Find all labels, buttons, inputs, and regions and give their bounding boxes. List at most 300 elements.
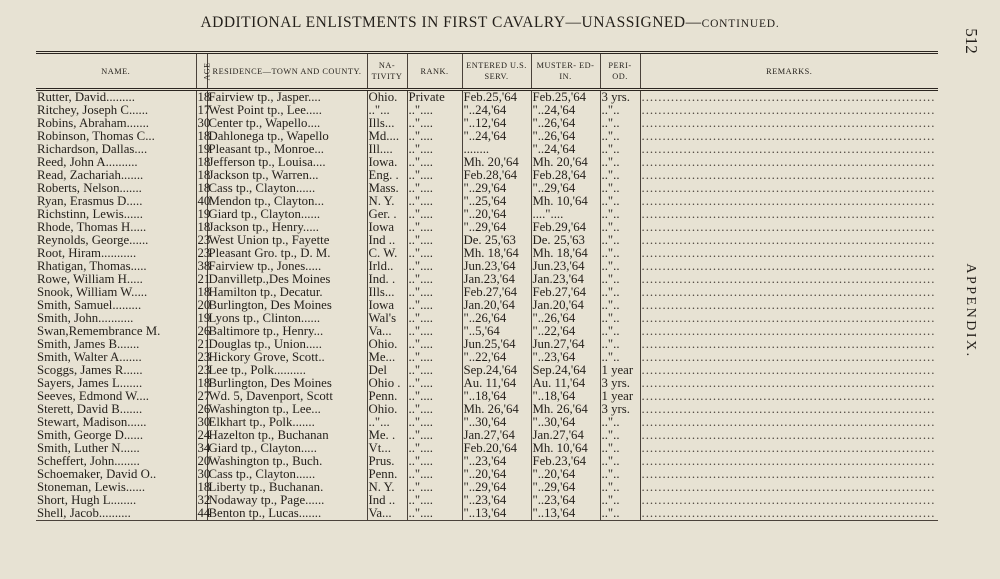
cell-period: ..".. bbox=[600, 351, 640, 364]
cell-residence: Benton tp., Lucas....... bbox=[207, 507, 367, 521]
cell-age: 23 bbox=[197, 233, 211, 247]
cell-age: 18 bbox=[197, 168, 211, 182]
cell-age: 44 bbox=[197, 506, 211, 520]
table-row bbox=[36, 507, 938, 521]
cell-age: 40 bbox=[197, 194, 211, 208]
cell-entered: "..23,'64 bbox=[462, 494, 531, 507]
cell-rank: ..".... bbox=[407, 403, 462, 416]
cell-entered: Feb.25,'64 bbox=[462, 90, 531, 105]
cell-name: Ritchey, Joseph C...... bbox=[37, 103, 149, 117]
enlistment-table-wrap bbox=[36, 51, 940, 575]
cell-period: ..".. bbox=[600, 325, 640, 338]
cell-mustered: "..26,'64 bbox=[531, 130, 600, 143]
cell-age: 19 bbox=[197, 142, 211, 156]
cell-remarks: ...................................................................... bbox=[640, 403, 938, 416]
cell-age: 20 bbox=[197, 298, 211, 312]
cell-residence: Jackson tp., Warren... bbox=[207, 169, 367, 182]
cell-remarks: ...................................................................... bbox=[640, 468, 938, 481]
cell-remarks: ...................................................................... bbox=[640, 260, 938, 273]
cell-nativity: Ills... bbox=[367, 117, 407, 130]
cell-remarks: ...................................................................... bbox=[640, 338, 938, 351]
cell-rank: ..".... bbox=[407, 507, 462, 521]
cell-period: ..".. bbox=[600, 494, 640, 507]
cell-name: Seeves, Edmond W.... bbox=[37, 389, 149, 403]
cell-entered: De. 25,'63 bbox=[462, 234, 531, 247]
cell-entered: "..12,'64 bbox=[462, 117, 531, 130]
cell-mustered: Mh. 10,'64 bbox=[531, 195, 600, 208]
cell-residence: Mendon tp., Clayton... bbox=[207, 195, 367, 208]
cell-nativity: Ind .. bbox=[367, 234, 407, 247]
cell-nativity: Eng. . bbox=[367, 169, 407, 182]
cell-period: ..".. bbox=[600, 260, 640, 273]
cell-nativity: Ills... bbox=[367, 286, 407, 299]
cell-period: 1 year bbox=[600, 390, 640, 403]
cell-nativity: Ill.... bbox=[367, 143, 407, 156]
cell-residence: Wd. 5, Davenport, Scott bbox=[207, 390, 367, 403]
cell-period: ..".. bbox=[600, 247, 640, 260]
cell-name: Sayers, James L....... bbox=[37, 376, 143, 390]
cell-remarks: ...................................................................... bbox=[640, 325, 938, 338]
cell-rank: ..".... bbox=[407, 247, 462, 260]
cell-name: Sterett, David B....... bbox=[37, 402, 143, 416]
cell-nativity: Ind. . bbox=[367, 273, 407, 286]
cell-name: Read, Zachariah....... bbox=[37, 168, 144, 182]
cell-entered: Jan.23,'64 bbox=[462, 273, 531, 286]
cell-nativity: .."... bbox=[367, 416, 407, 429]
cell-rank: ..".... bbox=[407, 130, 462, 143]
cell-remarks: ...................................................................... bbox=[640, 507, 938, 521]
cell-remarks: ...................................................................... bbox=[640, 377, 938, 390]
cell-name: Smith, James B....... bbox=[37, 337, 140, 351]
table-body bbox=[36, 90, 938, 521]
cell-nativity: Ohio. bbox=[367, 338, 407, 351]
cell-period: ..".. bbox=[600, 338, 640, 351]
cell-residence: Burlington, Des Moines bbox=[207, 377, 367, 390]
cell-mustered: Mh. 10,'64 bbox=[531, 442, 600, 455]
cell-mustered: Au. 11,'64 bbox=[531, 377, 600, 390]
cell-rank: ..".... bbox=[407, 468, 462, 481]
cell-period: ..".. bbox=[600, 156, 640, 169]
cell-rank: ..".... bbox=[407, 104, 462, 117]
cell-residence: Jackson tp., Henry..... bbox=[207, 221, 367, 234]
cell-age: 21 bbox=[197, 337, 211, 351]
cell-nativity: .."... bbox=[367, 104, 407, 117]
cell-residence: West Union tp., Fayette bbox=[207, 234, 367, 247]
table-row bbox=[36, 90, 938, 105]
cell-age: 27 bbox=[197, 389, 211, 403]
cell-period: ..".. bbox=[600, 143, 640, 156]
side-label-appendix: APPENDIX. bbox=[963, 263, 978, 359]
cell-entered: Jan.27,'64 bbox=[462, 429, 531, 442]
cell-age: 34 bbox=[197, 441, 211, 455]
cell-nativity: Va... bbox=[367, 507, 407, 521]
cell-rank: ..".... bbox=[407, 221, 462, 234]
cell-nativity: Me... bbox=[367, 351, 407, 364]
cell-nativity: Iowa bbox=[367, 221, 407, 234]
cell-period: 1 year bbox=[600, 364, 640, 377]
cell-rank: ..".... bbox=[407, 169, 462, 182]
cell-age: 38 bbox=[197, 259, 211, 273]
cell-name: Rowe, William H..... bbox=[37, 272, 143, 286]
cell-entered: Mh. 26,'64 bbox=[462, 403, 531, 416]
cell-residence: Lyons tp., Clinton...... bbox=[207, 312, 367, 325]
cell-mustered: Feb.28,'64 bbox=[531, 169, 600, 182]
cell-rank: ..".... bbox=[407, 299, 462, 312]
cell-period: ..".. bbox=[600, 234, 640, 247]
cell-residence: Baltimore tp., Henry... bbox=[207, 325, 367, 338]
col-header-residence: RESIDENCE—TOWN AND COUNTY. bbox=[207, 53, 367, 90]
cell-nativity: Iowa. bbox=[367, 156, 407, 169]
cell-entered: "..20,'64 bbox=[462, 208, 531, 221]
cell-entered: Feb.20,'64 bbox=[462, 442, 531, 455]
cell-residence: Pleasant tp., Monroe... bbox=[207, 143, 367, 156]
cell-age: 23 bbox=[197, 246, 211, 260]
cell-name: Snook, William W..... bbox=[37, 285, 148, 299]
cell-age: 17 bbox=[197, 103, 211, 117]
cell-age: 30 bbox=[197, 116, 211, 130]
cell-remarks: ...................................................................... bbox=[640, 143, 938, 156]
cell-mustered: "..26,'64 bbox=[531, 312, 600, 325]
cell-age: 24 bbox=[197, 428, 211, 442]
cell-remarks: ...................................................................... bbox=[640, 455, 938, 468]
cell-mustered: "..22,'64 bbox=[531, 325, 600, 338]
cell-name: Robinson, Thomas C... bbox=[37, 129, 155, 143]
cell-mustered: "..29,'64 bbox=[531, 182, 600, 195]
cell-nativity: Mass. bbox=[367, 182, 407, 195]
cell-period: ..".. bbox=[600, 117, 640, 130]
cell-period: ..".. bbox=[600, 299, 640, 312]
cell-mustered: "..23,'64 bbox=[531, 494, 600, 507]
cell-remarks: ...................................................................... bbox=[640, 299, 938, 312]
cell-entered: "..5,'64 bbox=[462, 325, 531, 338]
cell-entered: "..24,'64 bbox=[462, 104, 531, 117]
cell-mustered: Feb.23,'64 bbox=[531, 455, 600, 468]
cell-remarks: ...................................................................... bbox=[640, 390, 938, 403]
cell-nativity: N. Y. bbox=[367, 481, 407, 494]
cell-entered: Jan.20,'64 bbox=[462, 299, 531, 312]
cell-entered: "..24,'64 bbox=[462, 130, 531, 143]
col-header-age-label: AGE bbox=[201, 62, 211, 80]
cell-mustered: "..23,'64 bbox=[531, 351, 600, 364]
cell-age: 23 bbox=[197, 350, 211, 364]
cell-remarks: ...................................................................... bbox=[640, 90, 938, 105]
cell-period: ..".. bbox=[600, 286, 640, 299]
enlistment-table bbox=[36, 51, 938, 521]
cell-mustered: De. 25,'63 bbox=[531, 234, 600, 247]
cell-name: Rhatigan, Thomas..... bbox=[37, 259, 147, 273]
col-header-rank: RANK. bbox=[407, 53, 462, 90]
cell-nativity: Vt... bbox=[367, 442, 407, 455]
cell-age: 18 bbox=[197, 285, 211, 299]
cell-nativity: Del bbox=[367, 364, 407, 377]
col-header-entered: ENTERED U.S. SERV. bbox=[462, 53, 531, 90]
cell-period: 3 yrs. bbox=[600, 403, 640, 416]
cell-entered: ........ bbox=[462, 143, 531, 156]
cell-entered: "..26,'64 bbox=[462, 312, 531, 325]
cell-nativity: Penn. bbox=[367, 390, 407, 403]
cell-rank: ..".... bbox=[407, 364, 462, 377]
cell-residence: Washington tp., Lee... bbox=[207, 403, 367, 416]
cell-remarks: ...................................................................... bbox=[640, 182, 938, 195]
cell-rank: ..".... bbox=[407, 260, 462, 273]
cell-residence: Dahlonega tp., Wapello bbox=[207, 130, 367, 143]
cell-nativity: C. W. bbox=[367, 247, 407, 260]
cell-entered: Jun.25,'64 bbox=[462, 338, 531, 351]
cell-period: ..".. bbox=[600, 130, 640, 143]
cell-period: ..".. bbox=[600, 429, 640, 442]
cell-mustered: Jan.27,'64 bbox=[531, 429, 600, 442]
cell-entered: "..30,'64 bbox=[462, 416, 531, 429]
header-title: ADDITIONAL ENLISTMENTS IN FIRST CAVALRY—UNASSIGNED— bbox=[200, 14, 702, 31]
cell-residence: Giard tp., Clayton..... bbox=[207, 442, 367, 455]
col-header-age bbox=[196, 53, 211, 90]
cell-nativity: Irld.. bbox=[367, 260, 407, 273]
cell-period: ..".. bbox=[600, 416, 640, 429]
cell-rank: ..".... bbox=[407, 390, 462, 403]
col-header-remarks: REMARKS. bbox=[640, 53, 938, 90]
cell-residence: Lee tp., Polk.......... bbox=[207, 364, 367, 377]
cell-rank: ..".... bbox=[407, 377, 462, 390]
cell-entered: "..20,'64 bbox=[462, 468, 531, 481]
cell-mustered: Mh. 20,'64 bbox=[531, 156, 600, 169]
cell-mustered: "..20,'64 bbox=[531, 468, 600, 481]
cell-rank: ..".... bbox=[407, 182, 462, 195]
cell-entered: Sep.24,'64 bbox=[462, 364, 531, 377]
col-header-name: NAME. bbox=[36, 53, 196, 90]
cell-entered: Jun.23,'64 bbox=[462, 260, 531, 273]
cell-rank: ..".... bbox=[407, 143, 462, 156]
cell-name: Rhode, Thomas H..... bbox=[37, 220, 147, 234]
cell-remarks: ...................................................................... bbox=[640, 169, 938, 182]
cell-period: ..".. bbox=[600, 468, 640, 481]
cell-period: ..".. bbox=[600, 195, 640, 208]
cell-mustered: "..24,'64 bbox=[531, 104, 600, 117]
cell-name: Smith, John........... bbox=[37, 311, 134, 325]
cell-period: ..".. bbox=[600, 455, 640, 468]
cell-rank: ..".... bbox=[407, 208, 462, 221]
cell-period: ..".. bbox=[600, 507, 640, 521]
cell-rank: ..".... bbox=[407, 429, 462, 442]
cell-nativity: Ohio. bbox=[367, 90, 407, 105]
cell-period: ..".. bbox=[600, 481, 640, 494]
cell-mustered: "..13,'64 bbox=[531, 507, 600, 521]
cell-mustered: Feb.27,'64 bbox=[531, 286, 600, 299]
cell-residence: Giard tp., Clayton...... bbox=[207, 208, 367, 221]
cell-remarks: ...................................................................... bbox=[640, 312, 938, 325]
cell-age: 18 bbox=[197, 129, 211, 143]
cell-age: 21 bbox=[197, 272, 211, 286]
cell-age: 18 bbox=[197, 90, 211, 104]
col-header-nativity: NA- TIVITY bbox=[367, 53, 407, 90]
cell-nativity: Ger. . bbox=[367, 208, 407, 221]
cell-entered: "..13,'64 bbox=[462, 507, 531, 521]
cell-nativity: Ind .. bbox=[367, 494, 407, 507]
cell-age: 18 bbox=[197, 155, 211, 169]
cell-residence: Hickory Grove, Scott.. bbox=[207, 351, 367, 364]
cell-nativity: Wal's bbox=[367, 312, 407, 325]
cell-name: Stoneman, Lewis...... bbox=[37, 480, 146, 494]
cell-entered: "..29,'64 bbox=[462, 481, 531, 494]
cell-name: Richstinn, Lewis...... bbox=[37, 207, 143, 221]
cell-nativity: Iowa bbox=[367, 299, 407, 312]
cell-name: Schoemaker, David O.. bbox=[37, 467, 157, 481]
cell-remarks: ...................................................................... bbox=[640, 442, 938, 455]
cell-remarks: ...................................................................... bbox=[640, 221, 938, 234]
cell-remarks: ...................................................................... bbox=[640, 273, 938, 286]
cell-name: Richardson, Dallas.... bbox=[37, 142, 148, 156]
header-continued: CONTINUED. bbox=[701, 18, 780, 30]
cell-remarks: ...................................................................... bbox=[640, 156, 938, 169]
cell-name: Smith, Walter A....... bbox=[37, 350, 142, 364]
cell-nativity: Me. . bbox=[367, 429, 407, 442]
cell-mustered: "..18,'64 bbox=[531, 390, 600, 403]
col-header-mustered: MUSTER- ED-IN. bbox=[531, 53, 600, 90]
cell-age: 30 bbox=[197, 467, 211, 481]
cell-remarks: ...................................................................... bbox=[640, 351, 938, 364]
cell-mustered: "..24,'64 bbox=[531, 143, 600, 156]
cell-remarks: ...................................................................... bbox=[640, 494, 938, 507]
cell-rank: ..".... bbox=[407, 156, 462, 169]
cell-rank: ..".... bbox=[407, 312, 462, 325]
cell-rank: ..".... bbox=[407, 195, 462, 208]
cell-nativity: Prus. bbox=[367, 455, 407, 468]
cell-remarks: ...................................................................... bbox=[640, 117, 938, 130]
cell-name: Root, Hiram........... bbox=[37, 246, 137, 260]
cell-name: Scheffert, John........ bbox=[37, 454, 140, 468]
cell-residence: Cass tp., Clayton...... bbox=[207, 182, 367, 195]
cell-name: Scoggs, James R...... bbox=[37, 363, 143, 377]
cell-residence: Hamilton tp., Decatur. bbox=[207, 286, 367, 299]
cell-residence: West Point tp., Lee..... bbox=[207, 104, 367, 117]
cell-period: ..".. bbox=[600, 221, 640, 234]
cell-remarks: ...................................................................... bbox=[640, 286, 938, 299]
cell-age: 20 bbox=[197, 454, 211, 468]
cell-residence: Elkhart tp., Polk....... bbox=[207, 416, 367, 429]
cell-name: Reed, John A.......... bbox=[37, 155, 138, 169]
cell-entered: "..22,'64 bbox=[462, 351, 531, 364]
cell-name: Reynolds, George...... bbox=[37, 233, 149, 247]
cell-mustered: Mh. 18,'64 bbox=[531, 247, 600, 260]
cell-residence: Hazelton tp., Buchanan bbox=[207, 429, 367, 442]
cell-period: ..".. bbox=[600, 273, 640, 286]
cell-rank: ..".... bbox=[407, 481, 462, 494]
cell-nativity: Ohio. bbox=[367, 403, 407, 416]
cell-mustered: Mh. 26,'64 bbox=[531, 403, 600, 416]
cell-residence: Nodaway tp., Page...... bbox=[207, 494, 367, 507]
cell-remarks: ...................................................................... bbox=[640, 104, 938, 117]
cell-remarks: ...................................................................... bbox=[640, 364, 938, 377]
cell-residence: Fairview tp., Jasper.... bbox=[207, 90, 367, 105]
cell-entered: "..29,'64 bbox=[462, 182, 531, 195]
cell-mustered: Jan.20,'64 bbox=[531, 299, 600, 312]
cell-period: ..".. bbox=[600, 442, 640, 455]
cell-age: 18 bbox=[197, 376, 211, 390]
cell-age: 19 bbox=[197, 207, 211, 221]
cell-period: ..".. bbox=[600, 169, 640, 182]
cell-rank: ..".... bbox=[407, 117, 462, 130]
cell-rank: ..".... bbox=[407, 416, 462, 429]
cell-rank: ..".... bbox=[407, 273, 462, 286]
page-header bbox=[170, 14, 810, 40]
cell-residence: Douglas tp., Union..... bbox=[207, 338, 367, 351]
cell-name: Smith, George D...... bbox=[37, 428, 144, 442]
cell-residence: Danvilletp.,Des Moines bbox=[207, 273, 367, 286]
cell-entered: Au. 11,'64 bbox=[462, 377, 531, 390]
cell-remarks: ...................................................................... bbox=[640, 481, 938, 494]
cell-mustered: Sep.24,'64 bbox=[531, 364, 600, 377]
cell-remarks: ...................................................................... bbox=[640, 247, 938, 260]
cell-mustered: ....".... bbox=[531, 208, 600, 221]
cell-name: Stewart, Madison...... bbox=[37, 415, 147, 429]
table-header-row bbox=[36, 53, 938, 90]
cell-nativity: N. Y. bbox=[367, 195, 407, 208]
cell-name: Shell, Jacob.......... bbox=[36, 507, 196, 521]
cell-period: ..".. bbox=[600, 182, 640, 195]
cell-entered: "..18,'64 bbox=[462, 390, 531, 403]
cell-age: 18 bbox=[197, 181, 211, 195]
cell-rank: ..".... bbox=[407, 455, 462, 468]
cell-entered: "..23,'64 bbox=[462, 455, 531, 468]
cell-mustered: "..30,'64 bbox=[531, 416, 600, 429]
cell-entered: Feb.28,'64 bbox=[462, 169, 531, 182]
cell-rank: Private bbox=[407, 90, 462, 105]
cell-remarks: ...................................................................... bbox=[640, 195, 938, 208]
cell-mustered: Feb.25,'64 bbox=[531, 90, 600, 105]
cell-rank: ..".... bbox=[407, 494, 462, 507]
cell-remarks: ...................................................................... bbox=[640, 130, 938, 143]
cell-rank: ..".... bbox=[407, 234, 462, 247]
cell-age: 32 bbox=[197, 493, 211, 507]
cell-age: 26 bbox=[197, 402, 211, 416]
cell-mustered: Jan.23,'64 bbox=[531, 273, 600, 286]
cell-rank: ..".... bbox=[407, 442, 462, 455]
cell-rank: ..".... bbox=[407, 286, 462, 299]
cell-period: 3 yrs. bbox=[600, 377, 640, 390]
cell-residence: Washington tp., Buch. bbox=[207, 455, 367, 468]
cell-age: 18 bbox=[197, 220, 211, 234]
cell-name: Short, Hugh L........ bbox=[37, 493, 137, 507]
cell-name: Swan,Remembrance M. bbox=[37, 324, 161, 338]
cell-name: Roberts, Nelson....... bbox=[37, 181, 142, 195]
cell-name: Smith, Luther N...... bbox=[37, 441, 140, 455]
cell-entered: "..29,'64 bbox=[462, 221, 531, 234]
cell-remarks: ...................................................................... bbox=[640, 429, 938, 442]
cell-period: ..".. bbox=[600, 104, 640, 117]
page-number: 512 bbox=[962, 28, 981, 54]
cell-nativity: Penn. bbox=[367, 468, 407, 481]
cell-age: 18 bbox=[197, 480, 211, 494]
cell-nativity: Va... bbox=[367, 325, 407, 338]
cell-rank: ..".... bbox=[407, 338, 462, 351]
cell-age: 30 bbox=[197, 415, 211, 429]
cell-mustered: Jun.23,'64 bbox=[531, 260, 600, 273]
cell-name: Ryan, Erasmus D..... bbox=[37, 194, 143, 208]
cell-period: 3 yrs. bbox=[600, 90, 640, 105]
cell-remarks: ...................................................................... bbox=[640, 416, 938, 429]
cell-period: ..".. bbox=[600, 312, 640, 325]
cell-residence: Center tp., Wapello.... bbox=[207, 117, 367, 130]
cell-residence: Cass tp., Clayton...... bbox=[207, 468, 367, 481]
cell-residence: Fairview tp., Jones..... bbox=[207, 260, 367, 273]
cell-nativity: Md.... bbox=[367, 130, 407, 143]
cell-age: 23 bbox=[197, 363, 211, 377]
cell-residence: Liberty tp., Buchanan. bbox=[207, 481, 367, 494]
cell-rank: ..".... bbox=[407, 351, 462, 364]
cell-mustered: "..29,'64 bbox=[531, 481, 600, 494]
cell-residence: Jefferson tp., Louisa.... bbox=[207, 156, 367, 169]
cell-entered: Feb.27,'64 bbox=[462, 286, 531, 299]
cell-rank: ..".... bbox=[407, 325, 462, 338]
